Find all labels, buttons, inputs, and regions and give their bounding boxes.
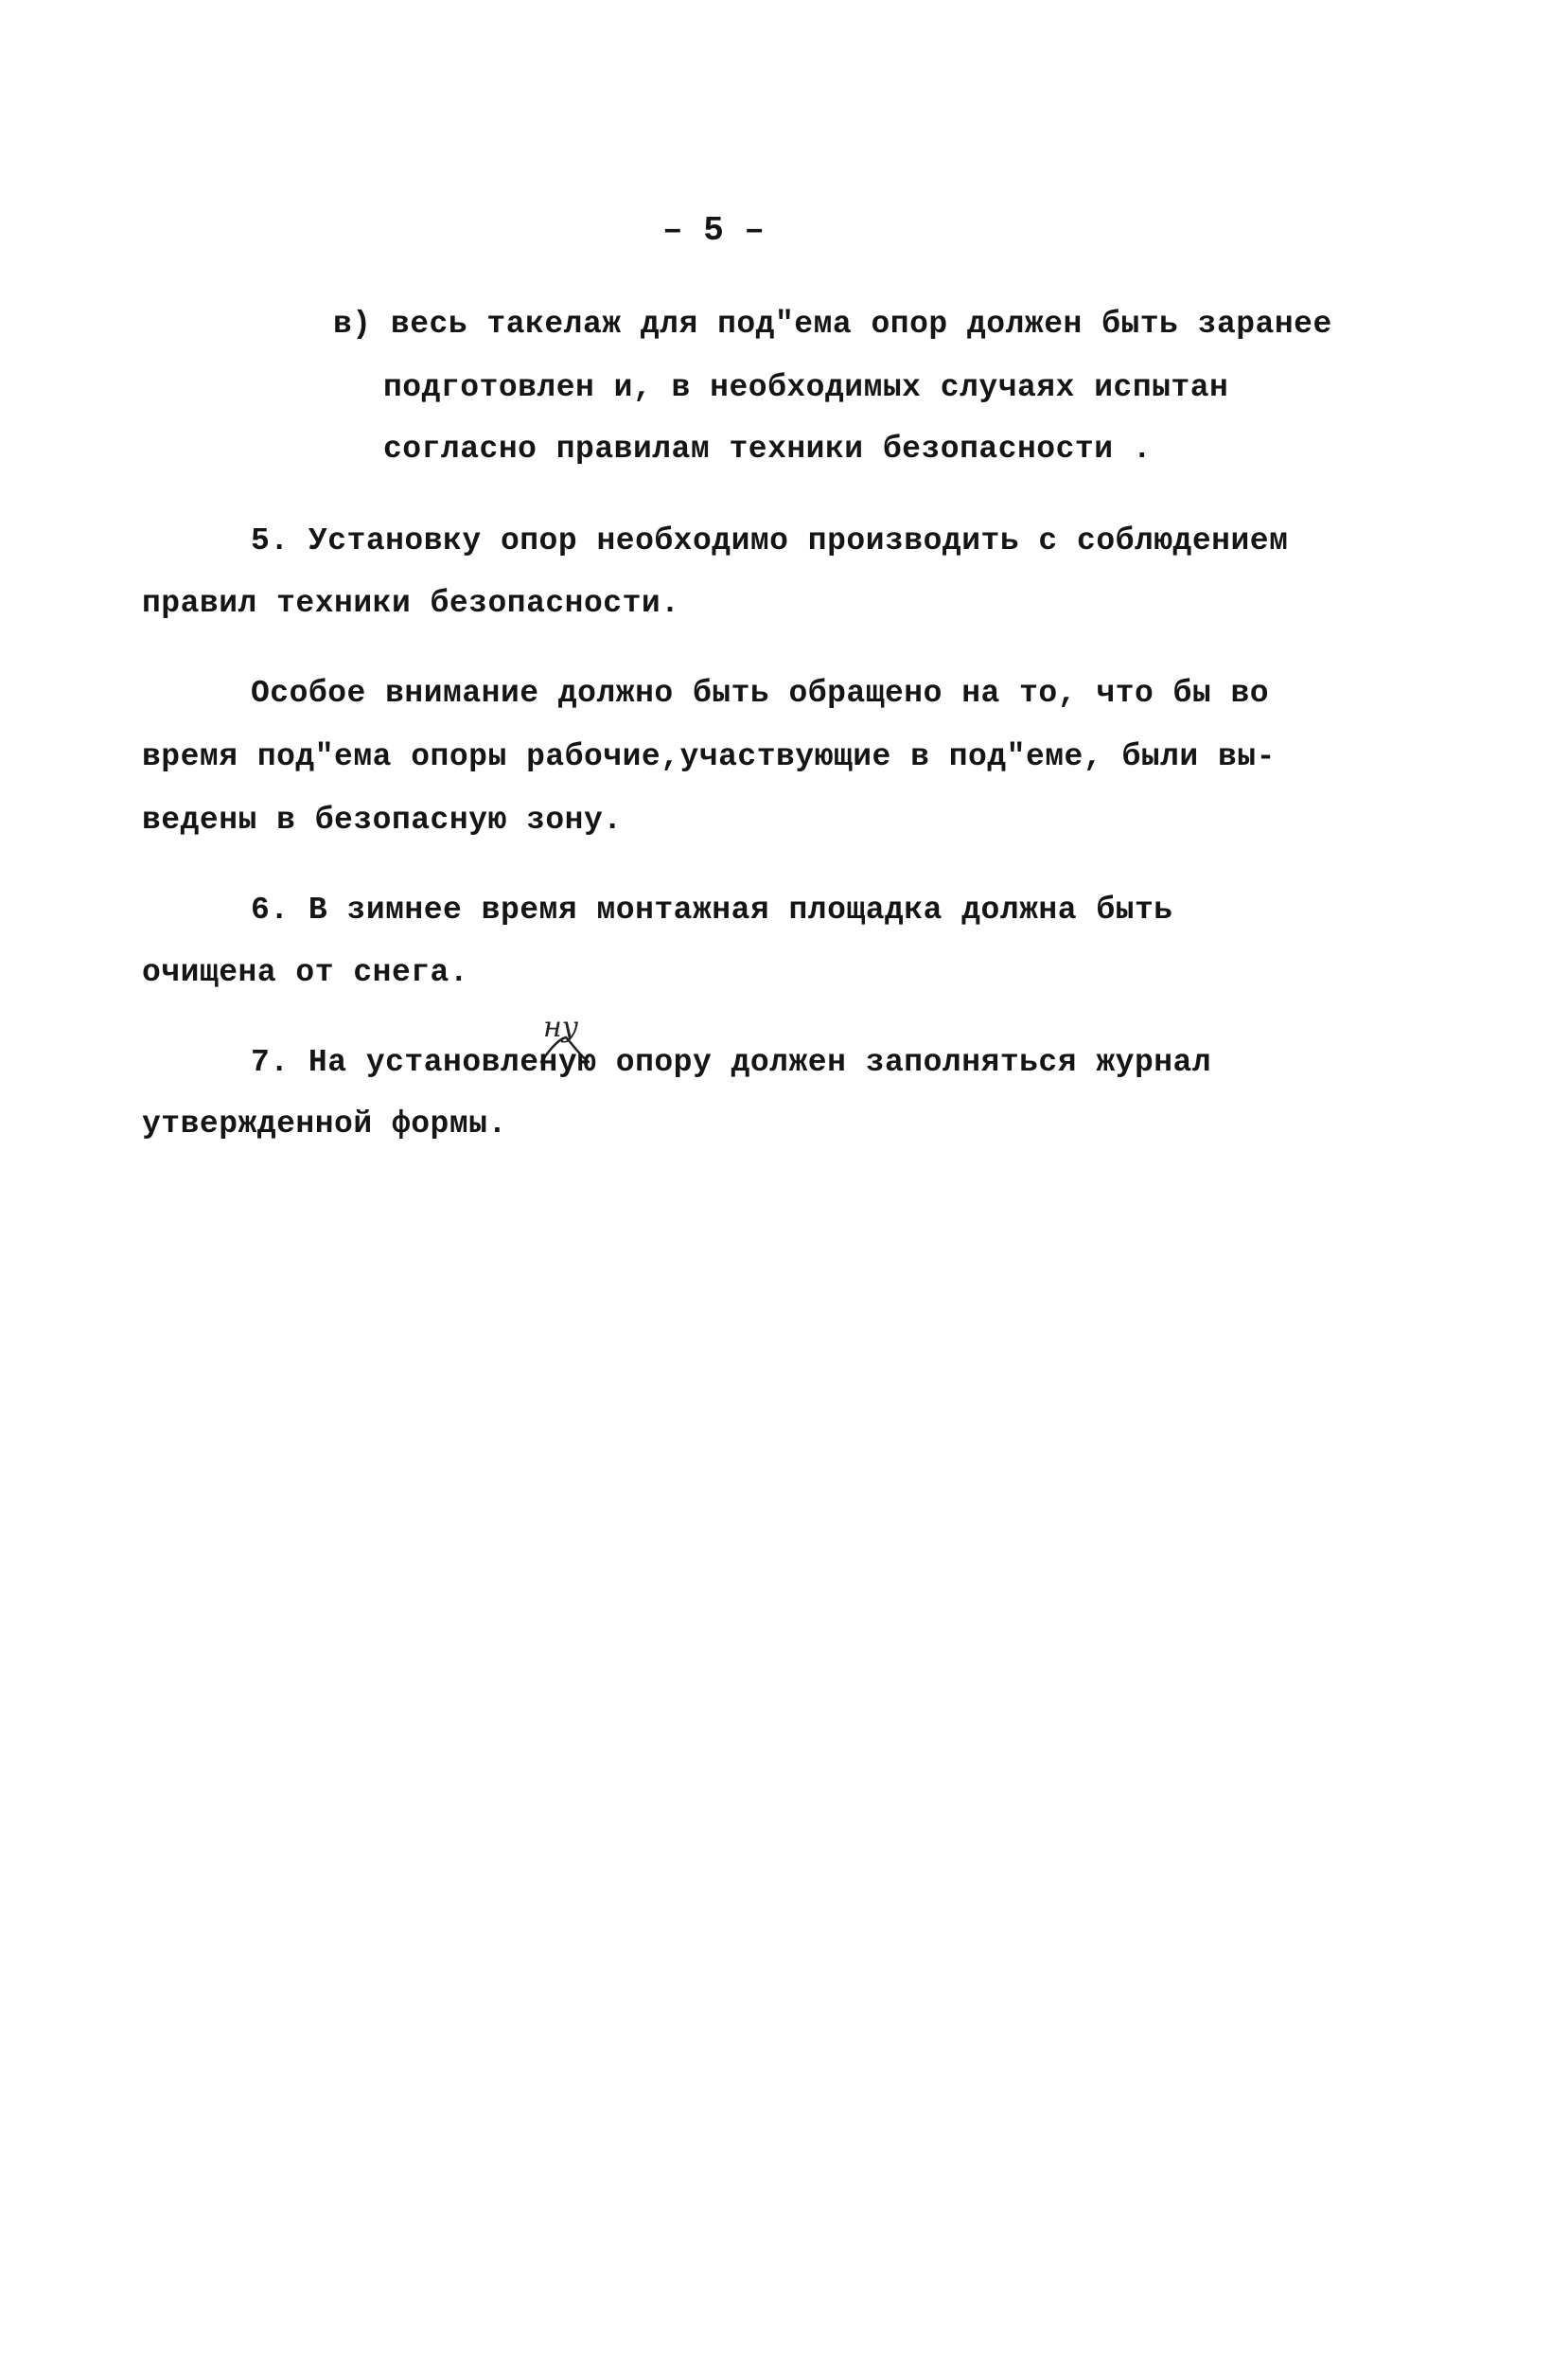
note-line-2: время под"ема опоры рабочие,участвующие в под"еме, были вы- <box>142 739 1276 774</box>
item-5-line-2: правил техники безопасности. <box>142 586 680 621</box>
page-number: – 5 – <box>662 211 766 250</box>
item-6-line-2: очищена от снега. <box>142 955 469 990</box>
item-v-line-3: согласно правилам техники безопасности . <box>383 432 1153 467</box>
item-v-line-2: подготовлен и, в необходимых случаях испытан <box>383 370 1229 405</box>
note-line-1: Особое внимание должно быть обращено на то, что бы во <box>251 676 1270 711</box>
item-v-line-1: в) весь такелаж для под"ема опор должен быть заранее <box>333 307 1332 342</box>
item-7-line-1: 7. На установленую опору должен заполняться журнал <box>251 1045 1212 1080</box>
item-6-line-1: 6. В зимнее время монтажная площадка должна быть <box>251 893 1173 928</box>
handwritten-correction: ну <box>543 1011 579 1044</box>
note-line-3: ведены в безопасную зону. <box>142 803 623 838</box>
item-5-line-1: 5. Установку опор необходимо производить с соблюдением <box>251 523 1289 558</box>
item-7-line-2: утвержденной формы. <box>142 1106 507 1142</box>
